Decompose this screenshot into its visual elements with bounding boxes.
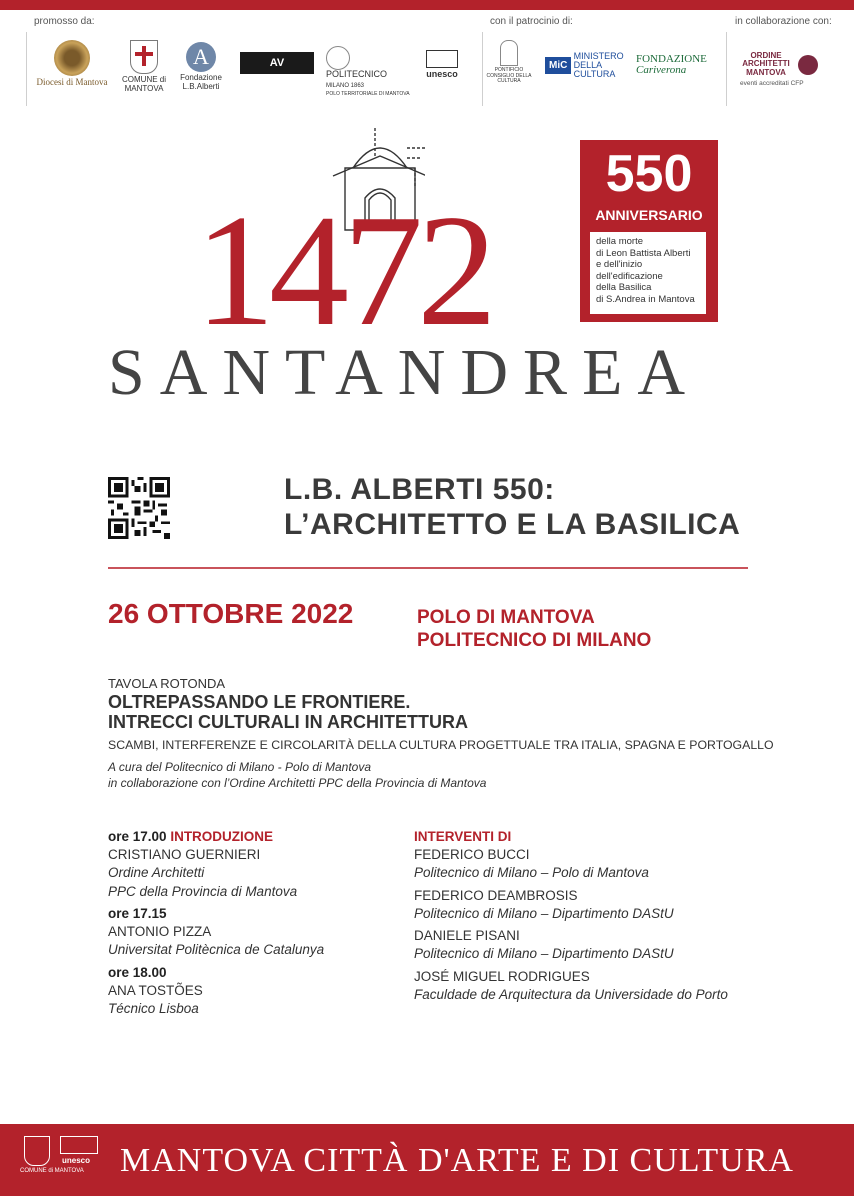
politecnico-logo: POLITECNICO MILANO 1863 POLO TERRITORIALE DI MANTOVA: [326, 46, 412, 97]
interventi-heading: INTERVENTI DI: [414, 829, 512, 844]
fondazione-logo: A Fondazione L.B.Alberti: [180, 44, 222, 91]
divider: [26, 32, 27, 106]
av-logo: AV: [240, 52, 314, 74]
session-3-time: ore 18.00: [108, 964, 167, 980]
comune-crest-icon: [24, 1136, 50, 1166]
santandrea-logo: SANTANDREA: [108, 336, 701, 409]
year-logo: 1472: [195, 181, 491, 359]
session-2-time: ore 17.15: [108, 905, 167, 921]
anniversary-word: ANNIVERSARIO: [595, 207, 703, 223]
ordine-logo: ORDINE ARCHITETTI MANTOVA eventi accreditati CFP: [736, 52, 824, 87]
ordine-mark-icon: [798, 55, 818, 75]
qr-code-icon[interactable]: [108, 477, 170, 539]
comune-crest-icon: [130, 40, 158, 74]
pontificio-logo: PONTIFICIO CONSIGLIO DELLA CULTURA: [486, 40, 532, 85]
footer-banner: COMUNE di MANTOVA unesco MANTOVA CITTÀ D'ARTE E DI CULTURA: [0, 1124, 854, 1196]
patronage-label: con il patrocinio di:: [490, 16, 573, 27]
anniversary-number: 550: [605, 145, 693, 203]
divider: [726, 32, 727, 106]
footer-title: MANTOVA CITTÀ D'ARTE E DI CULTURA: [120, 1142, 794, 1179]
papal-emblem-icon: [500, 40, 518, 66]
unesco-temple-icon: [426, 50, 458, 68]
comune-logo: COMUNE di MANTOVA: [122, 40, 166, 94]
divider-rule: [108, 567, 748, 569]
divider: [482, 32, 483, 106]
list-item: FEDERICO DEAMBROSIS Politecnico di Milano – Dipartimento DAStU: [414, 887, 674, 921]
collab-label: in collaborazione con:: [735, 16, 832, 27]
diocese-seal-icon: [54, 40, 90, 76]
event-venue: POLO DI MANTOVA POLITECNICO DI MILANO: [417, 607, 652, 652]
cariverona-logo: FONDAZIONE Cariverona: [636, 53, 707, 76]
list-item: FEDERICO BUCCI Politecnico di Milano – Polo di Mantova: [414, 847, 649, 881]
curated-by: A cura del Politecnico di Milano - Polo di Mantova in collaborazione con l’Ordine Architetti PPC della Provincia di Mantova: [108, 760, 487, 790]
diocese-logo: Diocesi di Mantova: [32, 40, 112, 88]
roundtable-label: TAVOLA ROTONDA: [108, 676, 226, 691]
ministero-logo: MiC MINISTERO DELLA CULTURA: [545, 52, 625, 79]
sponsor-header: [0, 16, 854, 96]
promoted-label: promosso da:: [34, 16, 95, 27]
session-1: ore 17.00 INTRODUZIONE: [108, 829, 274, 844]
event-date: 26 OTTOBRE 2022: [108, 598, 354, 629]
anniversary-description: della morte di Leon Battista Alberti e dell'inizio dell'edificazione della Basilica di S.Andrea in Mantova: [590, 232, 706, 314]
roundtable-subtitle: SCAMBI, INTERFERENZE E CIRCOLARITÀ DELLA CULTURA PROGETTUALE TRA ITALIA, SPAGNA E PORTOGALLO: [108, 738, 774, 752]
unesco-temple-icon: [60, 1136, 98, 1154]
talk-title: L.B. ALBERTI 550: L’ARCHITETTO E LA BASILICA: [284, 473, 741, 542]
top-bar: [0, 0, 854, 10]
anniversary-badge: [580, 140, 718, 322]
program-schedule: ore 17.00 INTRODUZIONE CRISTIANO GUERNIERI Ordine Architetti PPC della Provincia di Mantova ore 17.15 ANTONIO PIZZA Universitat Politècnica de Catalunya ore 18.00 ANA TOSTÕES Técnico Lisboa: [108, 828, 398, 1018]
unesco-logo: unesco: [421, 50, 463, 80]
list-item: JOSÉ MIGUEL RODRIGUES Faculdade de Arquitectura da Universidade do Porto: [414, 968, 728, 1002]
roundtable-title: OLTREPASSANDO LE FRONTIERE. INTRECCI CULTURALI IN ARCHITETTURA: [108, 692, 468, 733]
alberti-a-icon: A: [186, 42, 216, 72]
speakers-list: [414, 828, 834, 1004]
list-item: DANIELE PISANI Politecnico di Milano – Dipartimento DAStU: [414, 928, 674, 962]
politecnico-seal-icon: [326, 46, 350, 70]
